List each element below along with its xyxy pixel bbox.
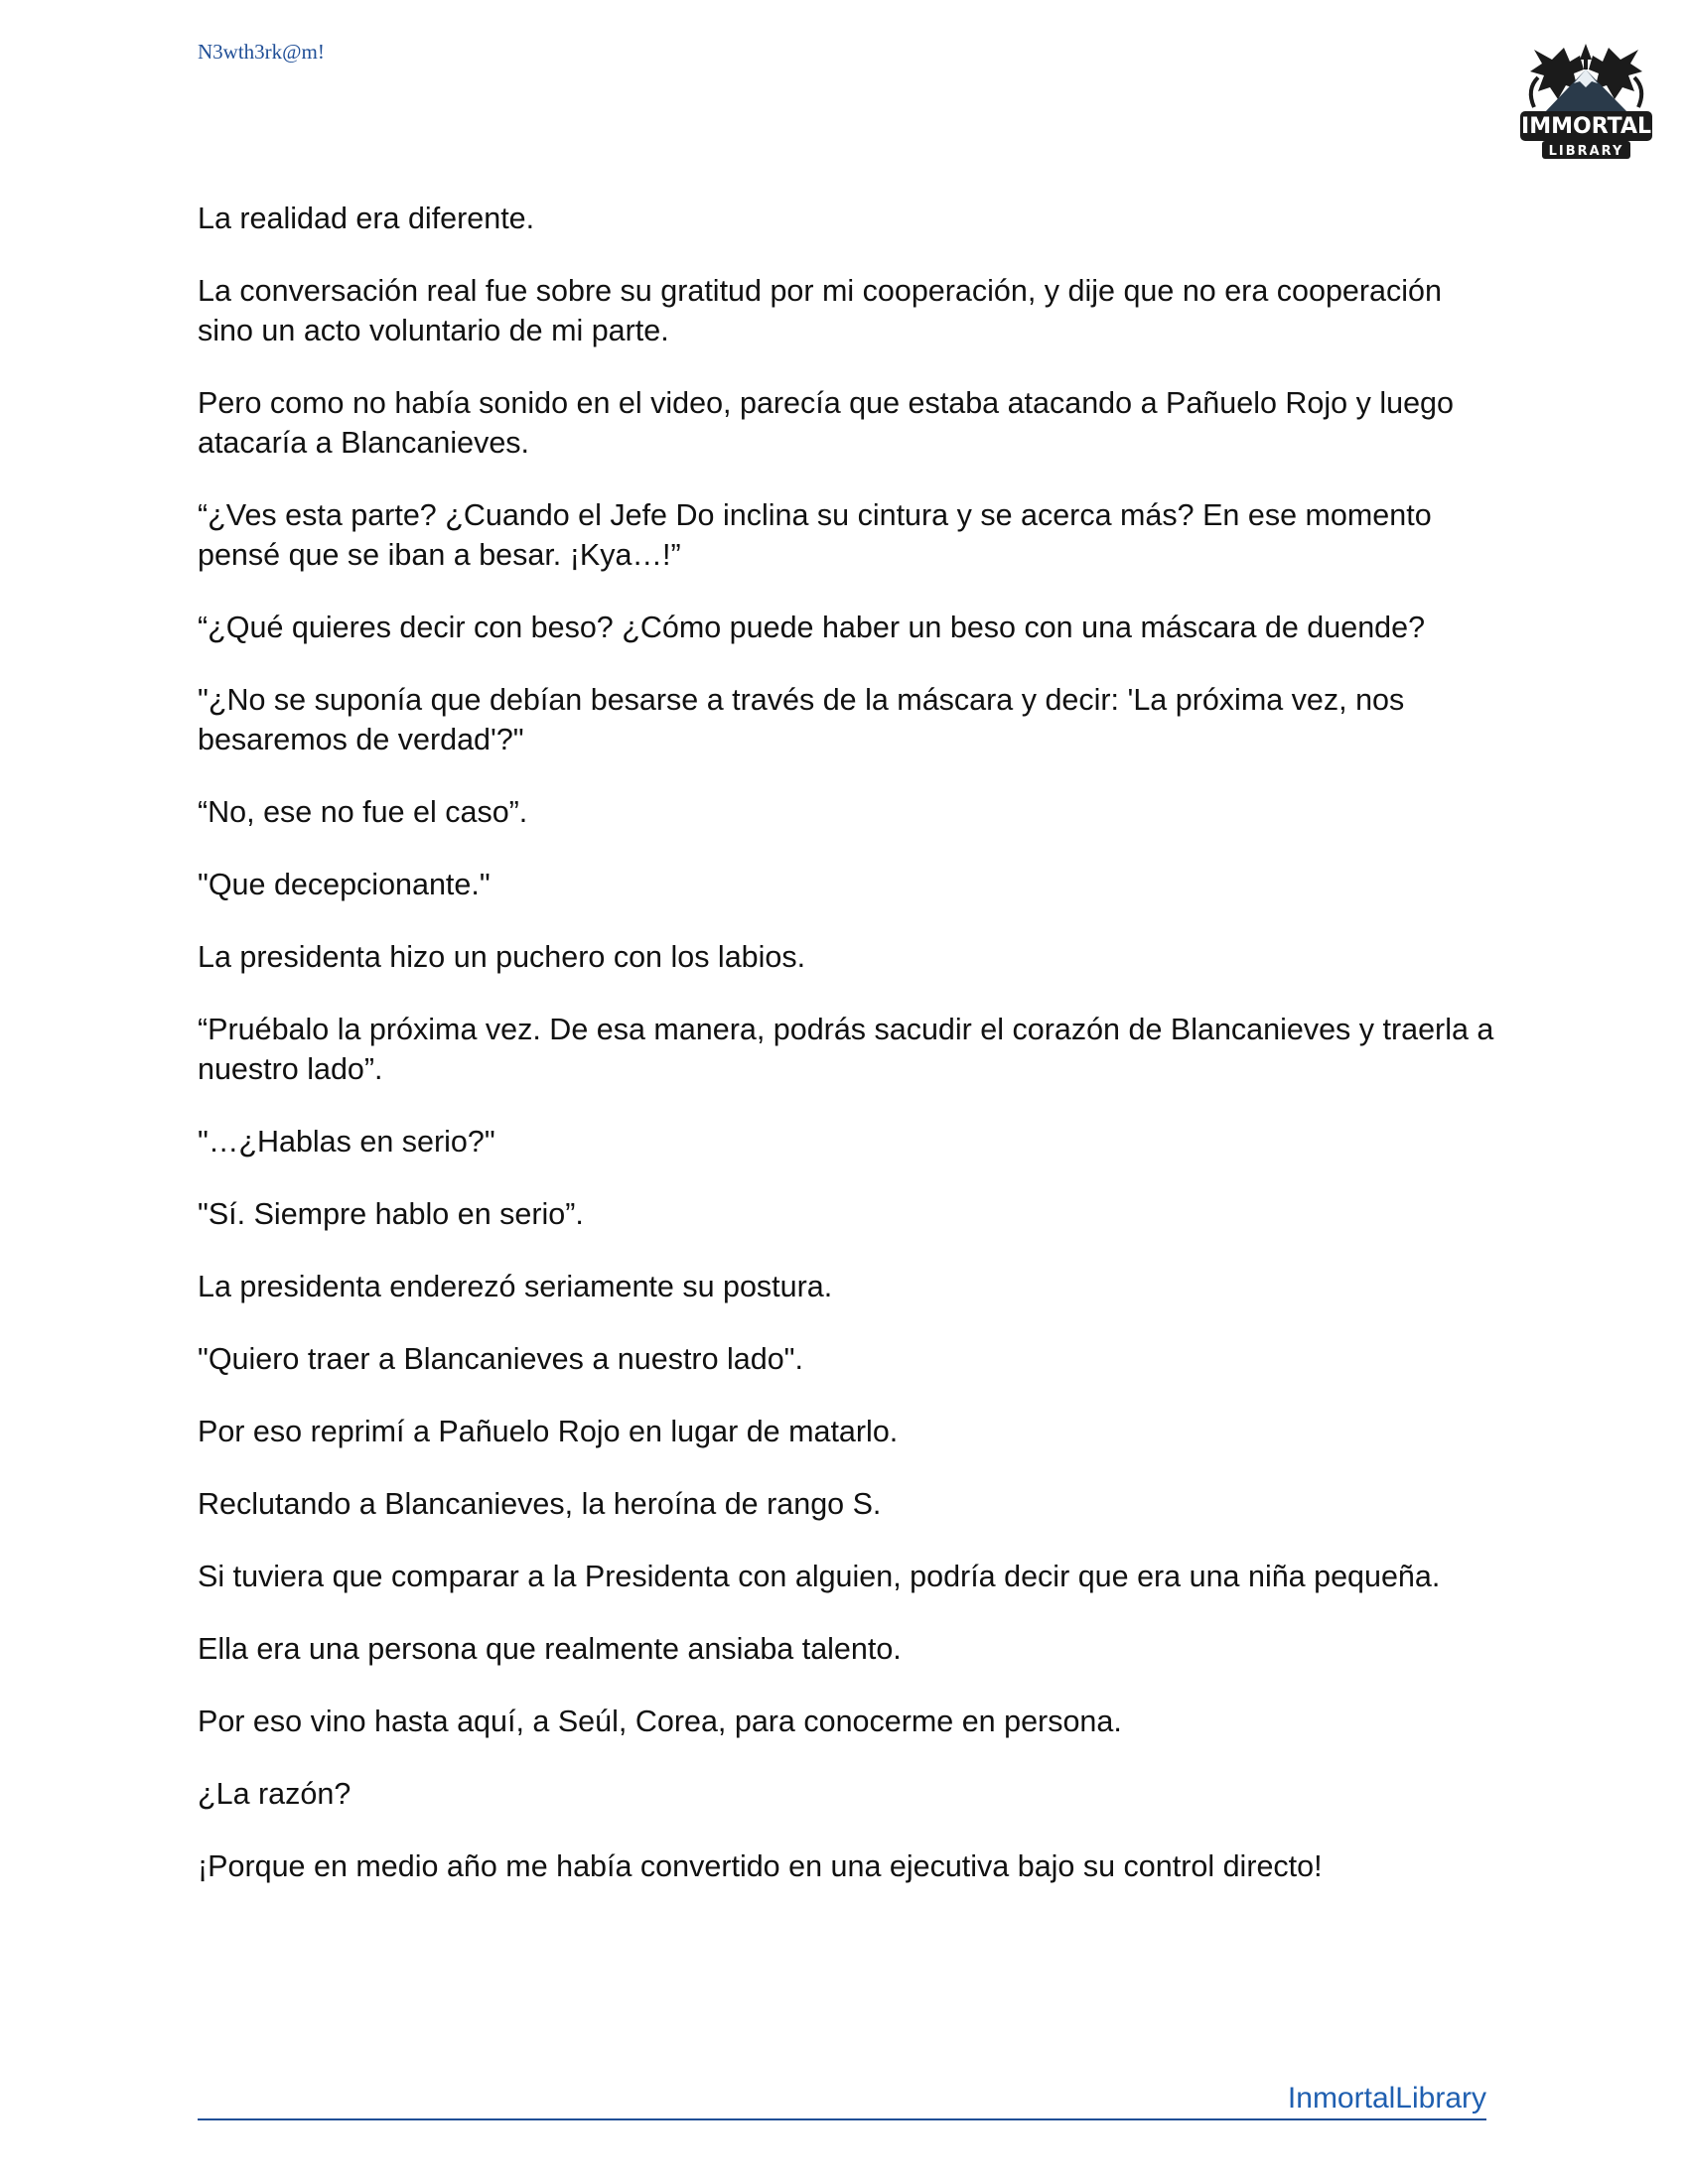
paragraph: La conversación real fue sobre su gratitud por mi cooperación, y dije que no era cooperación sino un acto voluntario de mi parte.: [198, 274, 1442, 347]
logo-line2: LIBRARY: [1548, 144, 1624, 159]
paragraph: La presidenta hizo un puchero con los labios.: [198, 940, 806, 974]
paragraph: "¿No se suponía que debían besarse a través de la máscara y decir: 'La próxima vez, nos besaremos de verdad'?": [198, 683, 1405, 756]
paragraph: “No, ese no fue el caso”.: [198, 795, 528, 829]
paragraph: "Quiero traer a Blancanieves a nuestro lado".: [198, 1342, 803, 1376]
paragraph: Reclutando a Blancanieves, la heroína de rango S.: [198, 1487, 882, 1521]
chapter-text: [198, 199, 1498, 1919]
paragraph: "…¿Hablas en serio?": [198, 1125, 495, 1159]
paragraph: "Sí. Siempre hablo en serio”.: [198, 1197, 584, 1231]
paragraph: La presidenta enderezó seriamente su postura.: [198, 1270, 833, 1303]
footer: [198, 2079, 1486, 2120]
logo-line1: IMMORTAL: [1521, 114, 1651, 139]
paragraph: ¡Porque en medio año me había convertido en una ejecutiva bajo su control directo!: [198, 1849, 1323, 1883]
paragraph: Por eso reprimí a Pañuelo Rojo en lugar de matarlo.: [198, 1415, 899, 1448]
paragraph: Pero como no había sonido en el video, parecía que estaba atacando a Pañuelo Rojo y luego atacaría a Blancanieves.: [198, 386, 1454, 460]
paragraph: Ella era una persona que realmente ansiaba talento.: [198, 1632, 902, 1666]
paragraph: “¿Qué quieres decir con beso? ¿Cómo puede haber un beso con una máscara de duende?: [198, 611, 1426, 644]
paragraph: ¿La razón?: [198, 1777, 352, 1811]
paragraph: "Que decepcionante.": [198, 868, 491, 901]
paragraph: Por eso vino hasta aquí, a Seúl, Corea, para conocerme en persona.: [198, 1705, 1122, 1738]
paragraph: “¿Ves esta parte? ¿Cuando el Jefe Do inclina su cintura y se acerca más? En ese momento pensé que se iban a besar. ¡Kya…!”: [198, 498, 1432, 572]
paragraph: “Pruébalo la próxima vez. De esa manera, podrás sacudir el corazón de Blancanieves y traerla a nuestro lado”.: [198, 1013, 1494, 1086]
footer-link[interactable]: InmortalLibrary: [1287, 2082, 1486, 2115]
header-tag: N3wth3rk@m!: [198, 40, 325, 64]
immortal-library-logo-icon: [1514, 30, 1658, 164]
paragraph: Si tuviera que comparar a la Presidenta con alguien, podría decir que era una niña pequeña.: [198, 1560, 1441, 1593]
paragraph: La realidad era diferente.: [198, 202, 535, 235]
